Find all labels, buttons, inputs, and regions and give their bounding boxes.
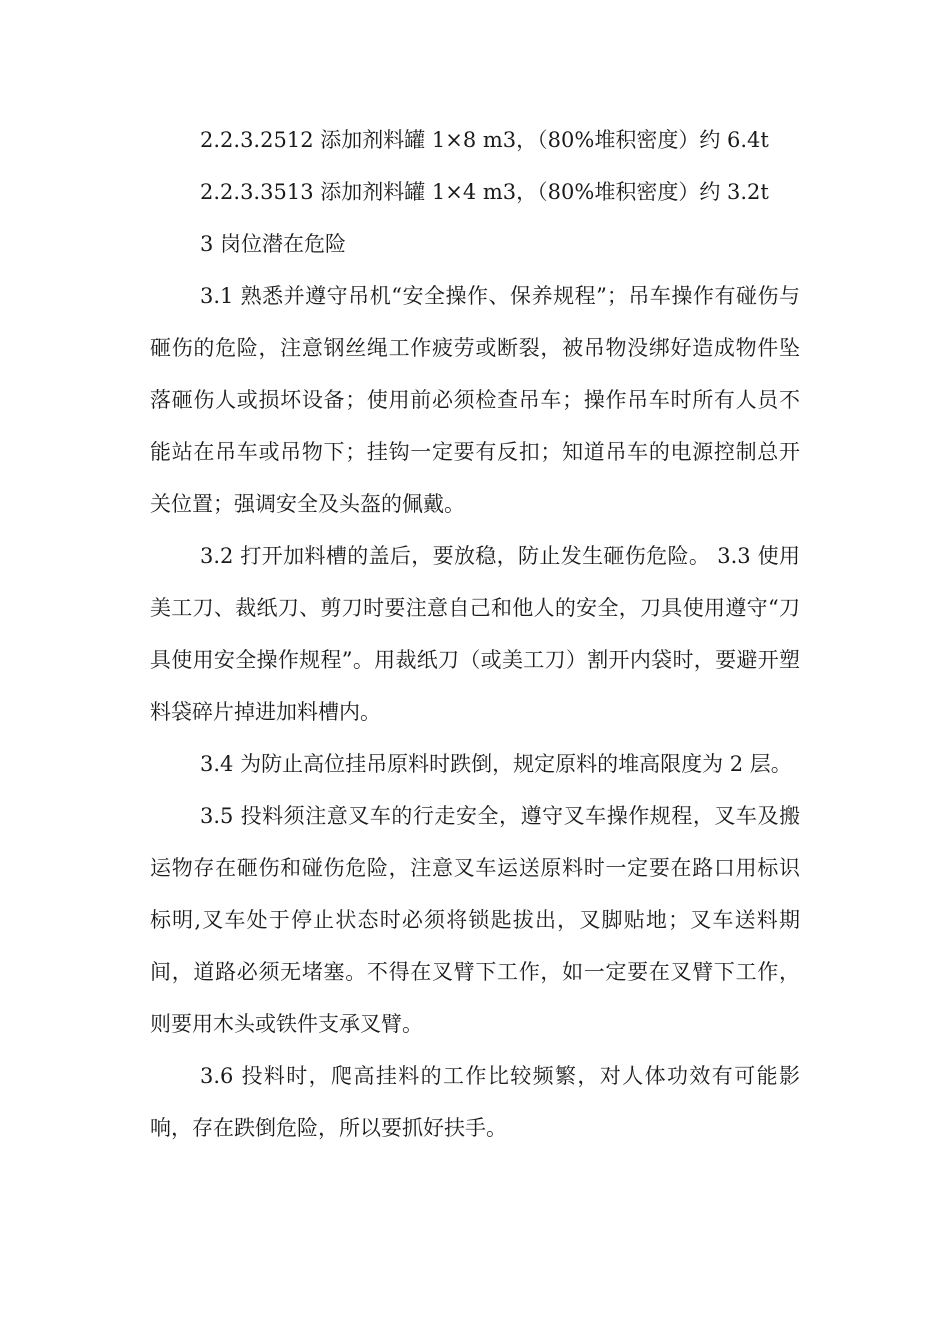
- paragraph-3-4: 3.4 为防止高位挂吊原料时跌倒，规定原料的堆高限度为 2 层。: [200, 752, 792, 776]
- paragraph-3-2: 3.2 打开加料槽的盖后，要放稳，防止发生砸伤危险。 3.3 使用美工刀、裁纸刀、剪刀时要注意自己和他人的安全，刀具使用遵守“刀具使用安全操作规程”。用裁纸刀（或美工刀）割开内袋时，要避开塑料袋碎片掉进加料槽内。: [150, 544, 800, 724]
- paragraph-3-1: 3.1 熟悉并遵守吊机“安全操作、保养规程”；吊车操作有碰伤与砸伤的危险，注意钢丝绳工作疲劳或断裂，被吊物没绑好造成物件坠落砸伤人或损坏设备；使用前必须检查吊车；操作吊车时所有人员不能站在吊车或吊物下；挂钩一定要有反扣；知道吊车的电源控制总开关位置；强调安全及头盔的佩戴。: [150, 284, 800, 516]
- paragraph-3-5: 3.5 投料须注意叉车的行走安全，遵守叉车操作规程，叉车及搬运物存在砸伤和碰伤危险，注意叉车运送原料时一定要在路口用标识标明,叉车处于停止状态时必须将锁匙拔出，叉脚贴地；叉车送料期间，道路必须无堵塞。不得在叉臂下工作，如一定要在叉臂下工作，则要用木头或铁件支承叉臂。: [150, 804, 800, 1036]
- paragraph-3-6: 3.6 投料时，爬高挂料的工作比较频繁，对人体功效有可能影响，存在跌倒危险，所以要抓好扶手。: [150, 1064, 800, 1140]
- section-heading-3: 3 岗位潜在危险: [200, 232, 347, 256]
- document-body: [150, 114, 800, 1154]
- paragraph-2-2-3-2: 2.2.3.2512 添加剂料罐 1×8 m3，（80%堆积密度）约 6.4t: [200, 128, 769, 152]
- paragraph-2-2-3-3: 2.2.3.3513 添加剂料罐 1×4 m3，（80%堆积密度）约 3.2t: [200, 180, 769, 204]
